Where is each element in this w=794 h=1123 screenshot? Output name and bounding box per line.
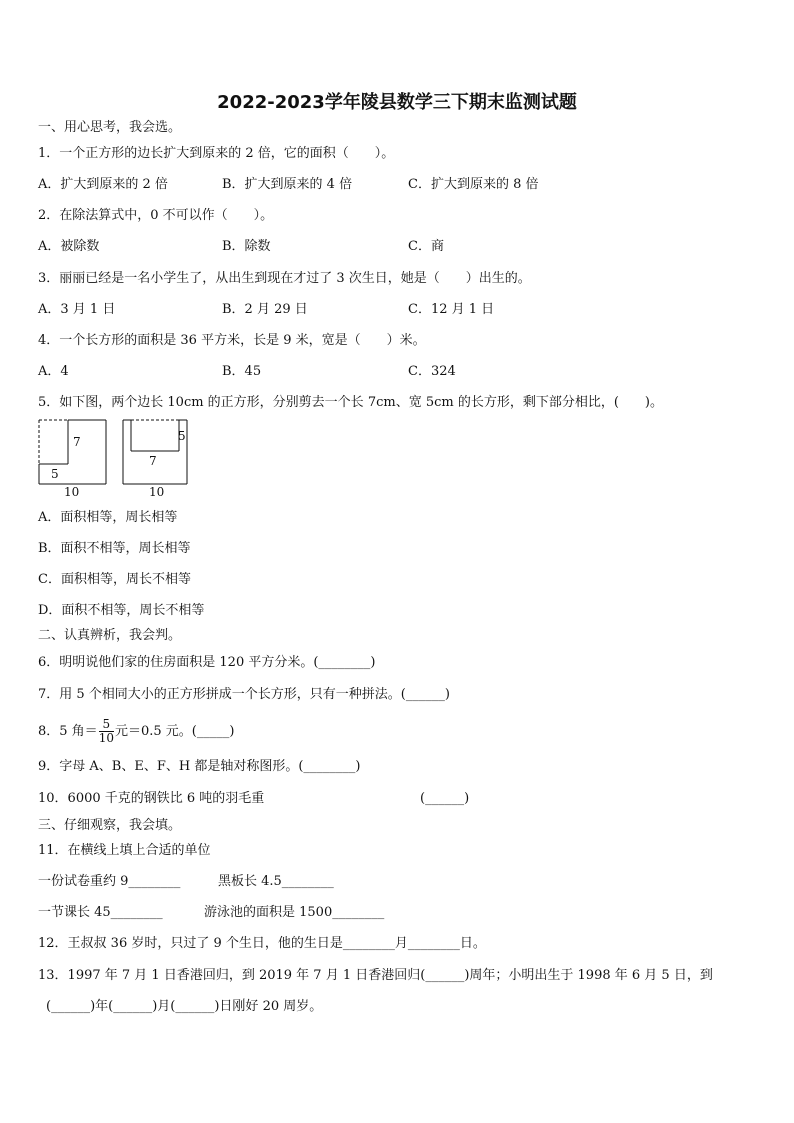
right-fig-label-10: 10 (149, 485, 165, 499)
q8-suffix: 元＝0.5 元。(_____) (114, 724, 235, 739)
question-10: 10．6000 千克的钢铁比 6 吨的羽毛重 (38, 791, 265, 806)
q10-answer-blank: (______) (420, 791, 470, 806)
section-heading-2: 二、认真辨析，我会判。 (38, 628, 182, 643)
section-heading-3: 三、仔细观察，我会填。 (38, 818, 182, 833)
question-5: 5．如下图，两个边长 10cm 的正方形，分别剪去一个长 7cm、宽 5cm 的长方形，剩下部分相比，( )。 (38, 395, 663, 410)
q5-option-d: D．面积不相等，周长不相等 (38, 603, 205, 618)
left-fig-label-5: 5 (51, 467, 59, 481)
q4-option-a: A．4 (38, 364, 69, 379)
right-fig-label-7: 7 (149, 454, 157, 468)
section-heading-1: 一、用心思考，我会选。 (38, 120, 182, 135)
q5-option-b: B．面积不相等，周长相等 (38, 541, 191, 556)
question-7: 7．用 5 个相同大小的正方形拼成一个长方形，只有一种拼法。(______) (38, 687, 450, 702)
q1-option-c: C．扩大到原来的 8 倍 (408, 177, 539, 192)
question-12: 12．王叔叔 36 岁时，只过了 9 个生日，他的生日是________月________日。 (38, 936, 486, 951)
q4-option-c: C．324 (408, 364, 456, 379)
q11-item-c: 一节课长 45________ (38, 905, 163, 920)
q3-option-a: A．3 月 1 日 (38, 302, 116, 317)
q1-option-a: A．扩大到原来的 2 倍 (38, 177, 168, 192)
question-4: 4．一个长方形的面积是 36 平方米，长是 9 米，宽是（ ）米。 (38, 333, 426, 348)
q2-option-b: B．除数 (222, 239, 271, 254)
q8-denominator: 10 (98, 731, 114, 745)
q5-figure (34, 416, 204, 502)
q5-option-a: A．面积相等，周长相等 (38, 510, 178, 525)
question-11: 11．在横线上填上合适的单位 (38, 843, 211, 858)
question-13-line-2: (______)年(______)月(______)日刚好 20 周岁。 (46, 999, 323, 1014)
page-title: 2022-2023学年陵县数学三下期末监测试题 (217, 92, 577, 113)
right-fig-label-5: 5 (178, 429, 186, 443)
question-3: 3．丽丽已经是一名小学生了，从出生到现在才过了 3 次生日，她是（ ）出生的。 (38, 271, 531, 286)
q8-fraction (99, 718, 114, 745)
q4-option-b: B．45 (222, 364, 262, 379)
q11-item-a: 一份试卷重约 9________ (38, 874, 181, 889)
q2-option-c: C．商 (408, 239, 444, 254)
q3-option-b: B．2 月 29 日 (222, 302, 308, 317)
question-13-line-1: 13．1997 年 7 月 1 日香港回归，到 2019 年 7 月 1 日香港回归(______)周年；小明出生于 1998 年 6 月 5 日，到 (38, 968, 713, 983)
question-1: 1．一个正方形的边长扩大到原来的 2 倍，它的面积（ ）。 (38, 146, 395, 161)
q8-numerator: 5 (99, 718, 114, 732)
q5-option-c: C．面积相等，周长不相等 (38, 572, 191, 587)
q2-option-a: A．被除数 (38, 239, 100, 254)
q1-option-b: B．扩大到原来的 4 倍 (222, 177, 353, 192)
q3-option-c: C．12 月 1 日 (408, 302, 495, 317)
q11-item-b: 黑板长 4.5________ (218, 874, 334, 889)
question-6: 6．明明说他们家的住房面积是 120 平方分米。(________) (38, 655, 376, 670)
q8-prefix: 8．5 角＝ (38, 724, 98, 739)
left-square-figure (39, 420, 106, 499)
q11-item-d: 游泳池的面积是 1500________ (204, 905, 385, 920)
left-fig-label-10: 10 (64, 485, 80, 499)
question-2: 2．在除法算式中，0 不可以作（ ）。 (38, 208, 274, 223)
question-9: 9．字母 A、B、E、F、H 都是轴对称图形。(________) (38, 759, 361, 774)
right-square-figure (123, 420, 187, 499)
question-8 (38, 718, 234, 746)
left-fig-label-7: 7 (73, 435, 81, 449)
